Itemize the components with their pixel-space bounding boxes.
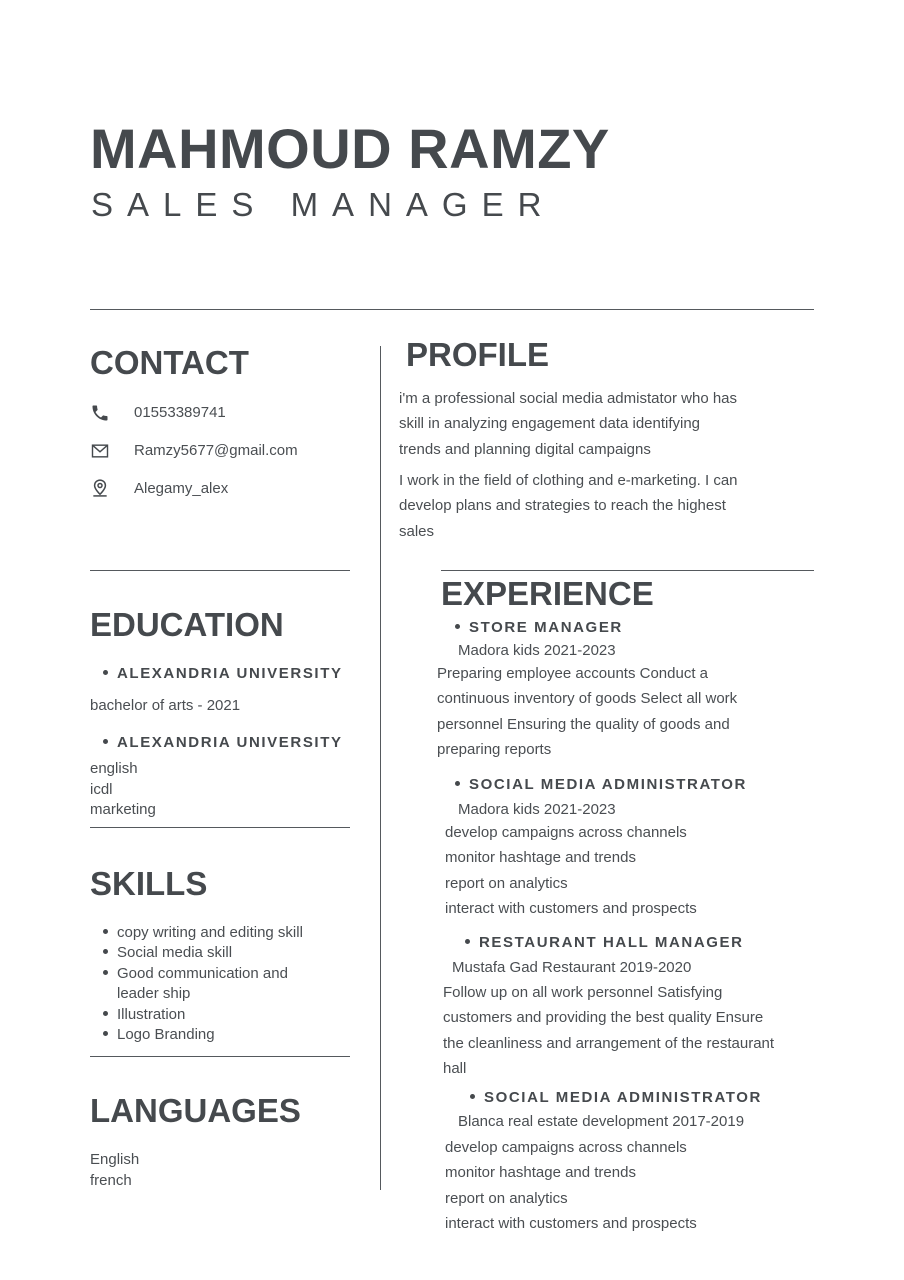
contact-phone: 01553389741 (134, 404, 226, 421)
candidate-name: MAHMOUD RAMZY (90, 117, 610, 180)
bullet-icon (103, 670, 108, 675)
profile-line: develop plans and strategies to reach the highest (399, 497, 726, 515)
contact-heading: CONTACT (90, 344, 249, 381)
education-heading: EDUCATION (90, 606, 284, 643)
job-description (445, 1135, 697, 1236)
profile-line: sales (399, 522, 435, 540)
languages-heading: LANGUAGES (90, 1092, 301, 1129)
job-role: SOCIAL MEDIA ADMINISTRATOR (470, 1089, 762, 1106)
job-line: monitor hashtage and trends (445, 849, 636, 867)
education-course-list (90, 759, 156, 821)
job-line: personnel Ensuring the quality of goods and (437, 715, 730, 733)
skill-item: Good communication and (103, 965, 288, 982)
job-line: monitor hashtage and trends (445, 1164, 636, 1182)
job-description (437, 661, 737, 762)
languages-list (90, 1150, 139, 1191)
job-description (445, 820, 697, 921)
job-line: Follow up on all work personnel Satisfying (443, 984, 723, 1001)
job-line: customers and providing the best quality Ensure (443, 1009, 764, 1027)
skill-item: Social media skill (103, 944, 232, 961)
job-line: interact with customers and prospects (445, 899, 697, 917)
phone-icon (90, 403, 110, 423)
education-course: marketing (90, 801, 156, 818)
bullet-icon (103, 1031, 108, 1036)
education-divider (90, 827, 350, 828)
location-pin-icon (90, 478, 110, 498)
bullet-icon (103, 739, 108, 744)
job-line: continuous inventory of goods Select all work (437, 690, 738, 708)
bullet-icon (103, 970, 108, 975)
experience-heading: EXPERIENCE (441, 575, 654, 612)
skill-item-continuation: leader ship (117, 985, 191, 1002)
job-line: preparing reports (437, 740, 552, 758)
education-course: icdl (90, 780, 113, 798)
mail-icon (90, 441, 110, 461)
job-line: report on analytics (445, 874, 568, 892)
education-course: english (90, 760, 138, 777)
profile-line: I work in the field of clothing and e-marketing. I can (399, 472, 738, 489)
bullet-icon (103, 1011, 108, 1016)
job-company: Mustafa Gad Restaurant 2019-2020 (452, 959, 692, 976)
job-description (443, 980, 774, 1081)
bullet-icon (103, 949, 108, 954)
contact-location: Alegamy_alex (134, 480, 229, 497)
job-role: STORE MANAGER (455, 619, 623, 636)
bullet-icon (470, 1094, 475, 1099)
job-line: develop campaigns across channels (445, 824, 687, 841)
contact-divider (90, 570, 350, 571)
job-line: report on analytics (445, 1189, 568, 1207)
profile-divider (441, 570, 814, 571)
job-role: RESTAURANT HALL MANAGER (465, 934, 744, 951)
header-divider (90, 309, 814, 310)
bullet-icon (103, 929, 108, 934)
skill-item: Logo Branding (103, 1026, 215, 1043)
language-item: English (90, 1151, 140, 1168)
job-line: the cleanliness and arrangement of the restaurant (443, 1034, 775, 1052)
education-detail: bachelor of arts - 2021 (90, 697, 241, 714)
profile-paragraph-2 (399, 468, 738, 544)
education-school-1: ALEXANDRIA UNIVERSITY (103, 665, 343, 682)
job-company: Madora kids 2021-2023 (458, 642, 616, 659)
job-line: interact with customers and prospects (445, 1214, 697, 1232)
bullet-icon (455, 624, 460, 629)
profile-line: skill in analyzing engagement data identifying (399, 415, 701, 433)
contact-email: Ramzy5677@gmail.com (134, 442, 298, 459)
skills-heading: SKILLS (90, 865, 208, 902)
profile-line: trends and planning digital campaigns (399, 440, 651, 458)
bullet-icon (465, 939, 470, 944)
job-company: Madora kids 2021-2023 (458, 801, 616, 818)
job-line: hall (443, 1059, 467, 1077)
profile-paragraph-1 (399, 386, 737, 462)
language-item: french (90, 1171, 132, 1189)
job-role: SOCIAL MEDIA ADMINISTRATOR (455, 776, 747, 793)
profile-line: i'm a professional social media admistator who has (399, 390, 738, 407)
bullet-icon (455, 781, 460, 786)
skill-item: copy writing and editing skill (103, 924, 303, 941)
education-school-2: ALEXANDRIA UNIVERSITY (103, 734, 343, 751)
job-line: develop campaigns across channels (445, 1139, 687, 1156)
skills-divider (90, 1056, 350, 1057)
profile-heading: PROFILE (406, 336, 550, 373)
job-title: SALES MANAGER (91, 186, 556, 223)
skill-item: Illustration (103, 1006, 185, 1023)
job-company: Blanca real estate development 2017-2019 (458, 1113, 745, 1130)
column-divider (380, 346, 381, 1190)
job-line: Preparing employee accounts Conduct a (437, 665, 708, 682)
